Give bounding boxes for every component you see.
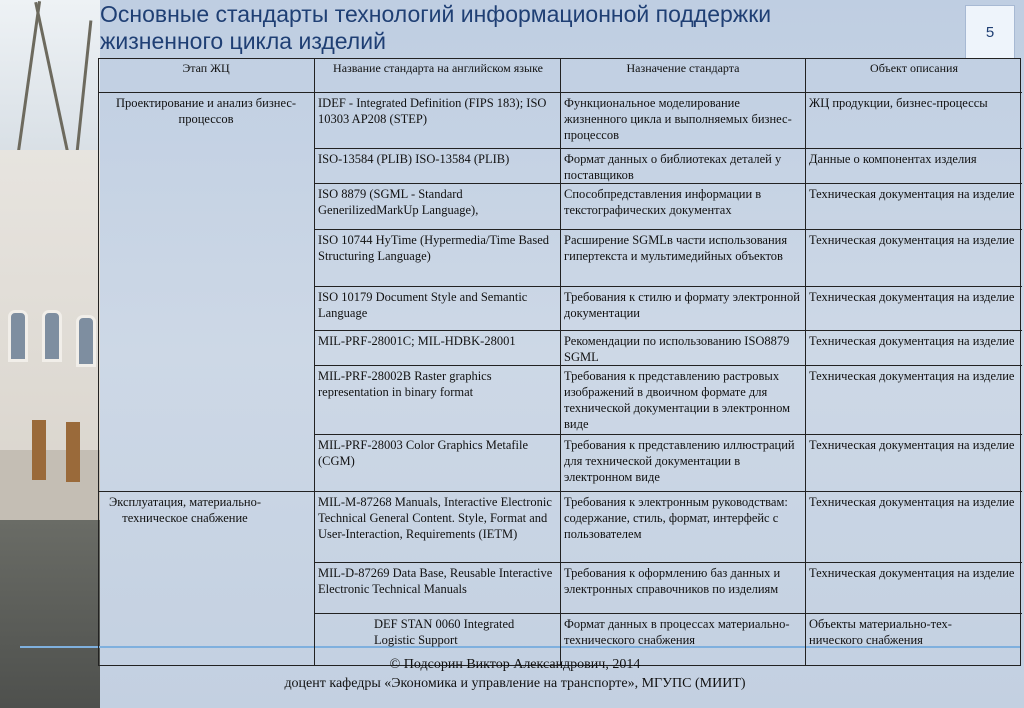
header-purpose: Назначение стандарта [626,61,740,75]
row-6-purpose: Требования к представлению растровых изображений в двоичном формате для технической документации в электронном виде [564,369,791,431]
row-6-name: MIL-PRF-28002B Raster graphics representation in binary format [318,369,492,399]
slide-title-line-1: Основные стандарты технологий информационной поддержки [100,1,772,27]
row-2-object: Техническая документация на изделие [809,187,1015,201]
row-3-purpose: Расширение SGMLв части использования гипертекста и мультимедийных объектов [564,233,788,263]
row-9-object: Техническая документация на изделие [809,566,1015,580]
row-3-name: ISO 10744 HyTime (Hypermedia/Time Based Structuring Language) [318,233,550,263]
row-1-purpose: Формат данных о библиотеках деталей у поставщиков [564,152,782,182]
row-9-purpose: Требования к оформлению баз данных и электронных справочников по изделиям [564,566,781,596]
row-4-name: ISO 10179 Document Style and Semantic Language [318,290,528,320]
row-5-object: Техническая документация на изделие [809,334,1015,348]
row-9-name: MIL-D-87269 Data Base, Reusable Interactive Electronic Technical Manuals [318,566,553,596]
footer [100,655,930,693]
row-1-object: Данные о компонентах изделия [809,152,977,166]
building-photo [0,0,100,708]
row-7-name: MIL-PRF-28003 Color Graphics Metafile (CGM) [318,438,529,468]
row-6-object: Техническая документация на изделие [809,369,1015,383]
row-8-purpose: Требования к электронным руководствам: содержание, стиль, формат, интерфейс с пользователем [564,495,788,541]
row-7-purpose: Требования к представлению иллюстраций для технической документации в электронном виде [564,438,795,484]
row-2-name: ISO 8879 (SGML - Standard GenerilizedMarkUp Language), [318,187,479,217]
slide-title-line-2: жизненного цикла изделий [100,28,386,54]
row-7-object: Техническая документация на изделие [809,438,1015,452]
row-4-object: Техническая документация на изделие [809,290,1015,304]
header-name: Название стандарта на английском языке [333,61,543,75]
row-0-purpose: Функциональное моделирование жизненного цикла и выполняемых бизнес- процессов [564,96,792,142]
row-10-purpose: Формат данных в процессах материально- технического снабжения [564,617,790,647]
stage-design: Проектирование и анализ бизнес- процессов [115,96,297,126]
footer-affiliation: доцент кафедры «Экономика и управление на транспорте», МГУПС (МИИТ) [284,676,746,691]
standards-table [98,58,1022,666]
row-2-purpose: Способпредставления информации в текстографических документах [564,187,762,217]
footer-copyright: © Подсорин Виктор Александрович, 2014 [389,657,641,672]
slide-number: 5 [965,5,1015,59]
header-stage: Этап ЖЦ [182,61,230,75]
header-object: Объект описания [870,61,958,75]
row-5-purpose: Рекомендации по использованию ISO8879 SGML [564,334,790,364]
stage-operation: Эксплуатация, материально- техническое снабжение [108,495,262,525]
row-10-name-text: DEF STAN 0060 Integrated Logistic Support [374,617,515,647]
row-10-object: Объекты материально-тех- нического снабжения [809,617,952,647]
row-4-purpose: Требования к стилю и формату электронной документации [564,290,800,320]
row-0-object: ЖЦ продукции, бизнес-процессы [809,96,988,110]
row-8-object: Техническая документация на изделие [809,495,1015,509]
row-5-name: MIL-PRF-28001C; MIL-HDBK-28001 [318,334,516,348]
row-8-name: MIL-M-87268 Manuals, Interactive Electronic Technical General Content. Style, Format and User-Interaction, Requirements (IETM) [318,495,552,541]
row-3-object: Техническая документация на изделие [809,233,1015,247]
slide-title [100,0,960,59]
row-0-name: IDEF - Integrated Definition (FIPS 183); ISO 10303 AP208 (STEP) [318,96,547,126]
row-1-name: ISO-13584 (PLIB) ISO-13584 (PLIB) [318,152,510,166]
